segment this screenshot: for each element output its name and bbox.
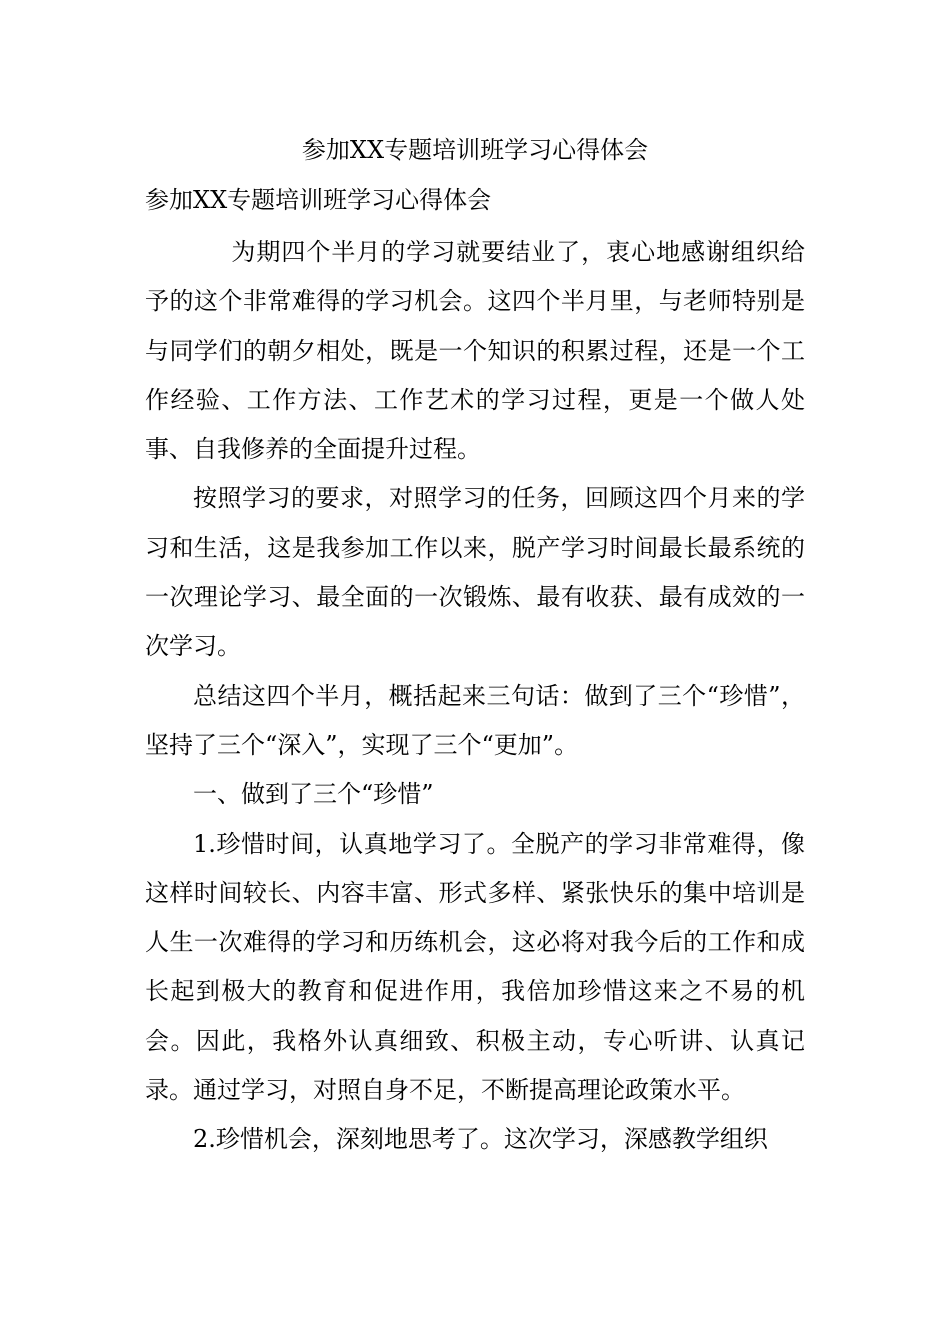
paragraph-intro: 为期四个半月的学习就要结业了，衷心地感谢组织给予的这个非常难得的学习机会。这四个半月里，与老师特别是与同学们的朝夕相处，既是一个知识的积累过程，还是一个工作经验、工作方法、工作艺术的学习过程，更是一个做人处事、自我修养的全面提升过程。: [145, 238, 805, 464]
document-subtitle: 参加XX专题培训班学习心得体会: [145, 186, 492, 214]
paragraph-summary: 总结这四个半月，概括起来三句话：做到了三个“珍惜”，坚持了三个“深入”，实现了三个“更加”。: [145, 681, 805, 759]
paragraph-review: 按照学习的要求，对照学习的任务，回顾这四个月来的学习和生活，这是我参加工作以来，脱产学习时间最长最系统的一次理论学习、最全面的一次锻炼、最有收获、最有成效的一次学习。: [145, 484, 805, 661]
paragraph-point-2: 2.珍惜机会，深刻地思考了。这次学习，深感教学组织: [193, 1125, 768, 1154]
section-heading-1: 一、做到了三个“珍惜”: [193, 780, 434, 809]
paragraph-point-1: 1.珍惜时间，认真地学习了。全脱产的学习非常难得，像这样时间较长、内容丰富、形式多样、紧张快乐的集中培训是人生一次难得的学习和历练机会，这必将对我今后的工作和成长起到极大的教育和促进作用，我倍加珍惜这来之不易的机会。因此，我格外认真细致、积极主动，专心听讲、认真记录。通过学习，对照自身不足，不断提高理论政策水平。: [145, 829, 805, 1105]
document-body: [145, 228, 805, 1165]
document-title: 参加XX专题培训班学习心得体会: [301, 136, 649, 164]
